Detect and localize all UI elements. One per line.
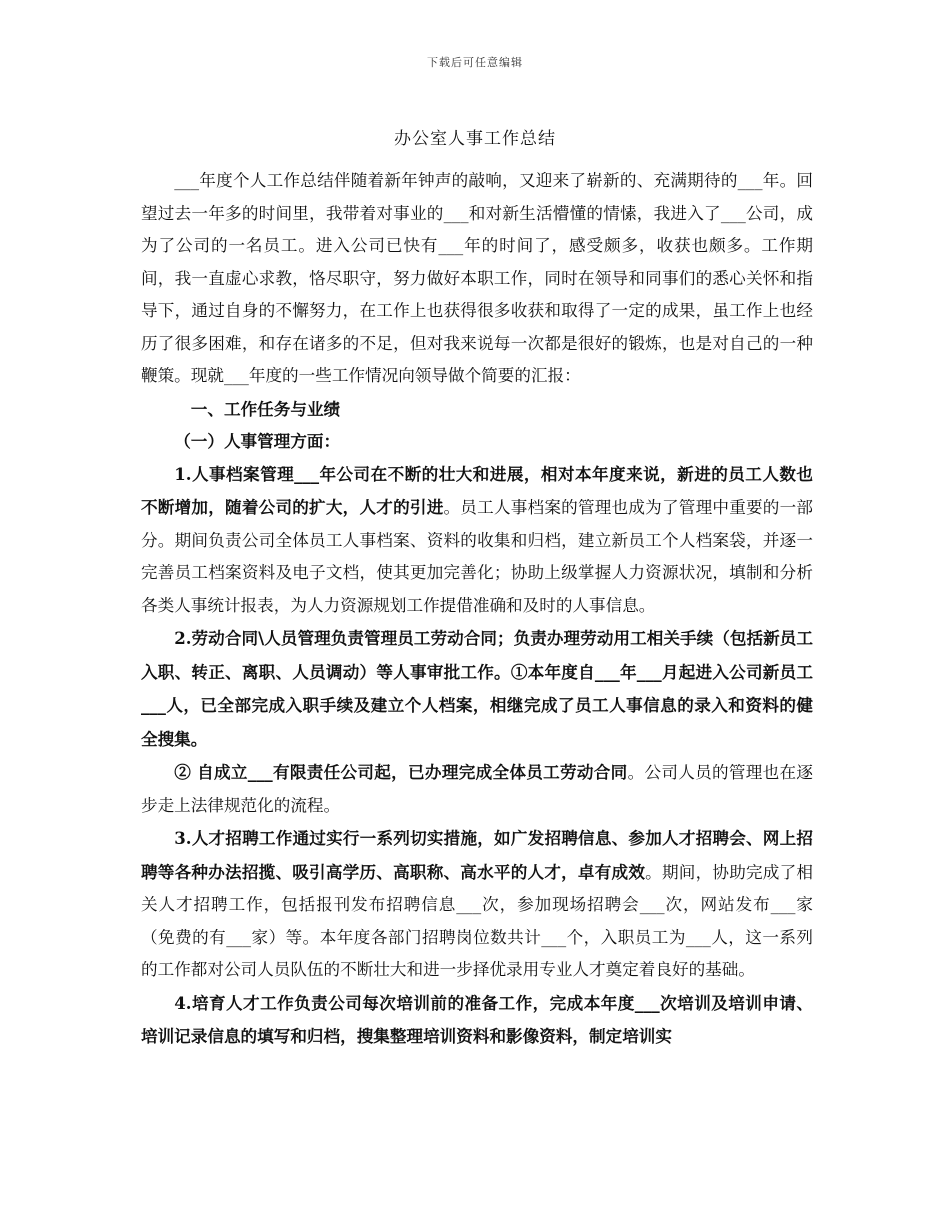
item-training [141,987,813,1054]
item-recruitment [141,822,813,987]
item-labor-contracts-2-text: 。公司人员的管理也在逐步走上法律规范化的流程。 [141,763,814,815]
subsection-heading: （一）人事管理方面： [174,431,341,451]
item-personnel-files-text: 。员工人事档案的管理也成为了管理中重要的一部分。期间负责公司全体员工人事档案、资料的收集和归档，建立新员工个人档案袋，并逐一完善员工档案资料及电子文档，使其更加完善化；协助上级掌握人力资源状况，填制和分析各类人事统计报表，为人力资源规划工作提借准确和及时的人事信息。 [141,498,814,615]
document-body [141,165,813,1054]
item-training-lead: 4.培育人才工作负责公司每次培训前的准备工作，完成本年度___次培训及培训申请、培训记录信息的填写和归档，搜集整理培训资料和影像资料，制定培训实 [141,992,813,1046]
item-personnel-files-lead: 1.人事档案管理___年公司在不断的壮大和进展，相对本年度来说，新进的员工人数也不断增加，随着公司的扩大，人才的引进 [141,463,813,517]
header-note: 下载后可任意编辑 [427,56,523,69]
document-title: 办公室人事工作总结 [394,129,556,149]
item-recruitment-text: 。期间，协助完成了相关人才招聘工作，包括报刊发布招聘信息___次，参加现场招聘会___次，网站发布___家（免费的有___家）等。本年度各部门招聘岗位数共计___个，入职员工为___人，这一系列的工作都对公司人员队伍的不断壮大和进一步择优录用专业人才奠定着良好的基础。 [141,862,814,979]
item-personnel-files [141,458,813,623]
item-labor-contracts-lead: 2.劳动合同\人员管理负责管理员工劳动合同；负责办理劳动用工相关手续（包括新员工入职、转正、离职、人员调动）等人事审批工作。①本年度自___年___月起进入公司新员工___人，已全部完成入职手续及建立个人档案，相继完成了员工人事信息的录入和资料的健全搜集。 [141,628,813,749]
item-recruitment-lead: 3.人才招聘工作通过实行一系列切实措施，如广发招聘信息、参加人才招聘会、网上招聘等各种办法招揽、吸引高学历、高职称、高水平的人才，卓有成效 [141,828,813,882]
section-heading: 一、工作任务与业绩 [190,398,341,419]
intro-paragraph: ___年度个人工作总结伴随着新年钟声的敲响，又迎来了崭新的、充满期待的___年。回望过去一年多的时间里，我带着对事业的___和对新生活懵懂的情愫，我进入了___公司，成为了公司的一名员工。进入公司已快有___年的时间了，感受颇多，收获也颇多。工作期间，我一直虚心求教，恪尽职守，努力做好本职工作，同时在领导和同事们的悉心关怀和指导下，通过自身的不懈努力，在工作上也获得很多收获和取得了一定的成果，虽工作上也经历了很多困难，和存在诸多的不足，但对我来说每一次都是很好的锻炼，也是对自己的一种鞭策。现就___年度的一些工作情况向领导做个简要的汇报： [141,171,813,385]
item-labor-contracts-2-lead: ② 自成立___有限责任公司起，已办理完成全体员工劳动合同 [174,762,628,782]
item-labor-contracts-2 [141,756,813,822]
item-labor-contracts [141,622,813,756]
